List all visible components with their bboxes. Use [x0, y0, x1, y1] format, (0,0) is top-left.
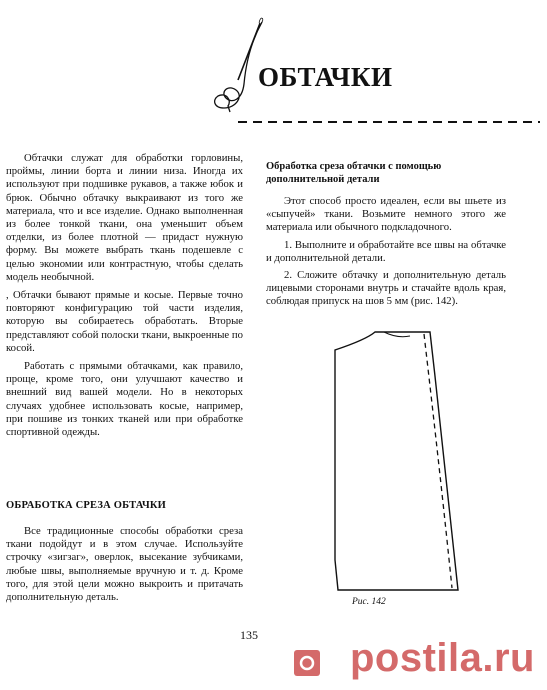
paragraph: Этот способ просто идеален, если вы шьете из «сыпучей» ткани. Возьмите немного этого же материала или обычного подкладочного.	[266, 195, 506, 234]
paragraph: 1. Выполните и обработайте все швы на обтачке и дополнительной детали.	[266, 238, 506, 264]
paragraph: Работать с прямыми обтачками, как правило, проще, кроме того, они улучшают качество и внешний вид вашей модели. Но в некоторых случаях удобнее использовать косые, например, при пошиве из тонких тканей или при обработке спортивной одежды.	[6, 360, 243, 439]
paragraph: 2. Сложите обтачку и дополнительную деталь лицевыми сторонами внутрь и стачайте вдоль края, соблюдая припуск на шов 5 мм (рис. 142).	[266, 269, 506, 308]
page-title: ОБТАЧКИ	[258, 62, 393, 92]
section-heading: ОБРАБОТКА СРЕЗА ОБТАЧКИ	[6, 500, 167, 511]
watermark-logo-icon	[294, 650, 320, 676]
needle-and-thread-icon	[215, 18, 264, 112]
left-column-text	[6, 152, 243, 444]
paragraph: , Обтачки бывают прямые и косые. Первые точно повторяют конфигурацию той части изделия, которую вы собираетесь обработать. Вторые представляют собой полоски ткани, выкроенные по косой.	[6, 289, 243, 354]
right-column-heading: Обработка среза обтачки с помощью дополнительной детали	[266, 161, 442, 185]
watermark-text: postila.ru	[349, 636, 535, 680]
left-column-section-text	[6, 525, 243, 604]
paragraph: Все традиционные способы обработки среза ткани подойдут и в этом случае. Используйте строчку «зигзаг», оверлок, высекание зубчиками, любые швы, выполняемые вручную и т. д. Кроме того, для этой цели можно выкроить и притачать дополнительную деталь.	[6, 525, 243, 604]
paragraph: Обтачки служат для обработки горловины, проймы, линии борта и линии низа. Иногда их используют при подшивке рукавов, а также юбок и брюк. Обычно обтачку выкраивают из того же материала, что и все изделие. Однако выполненная из более тонкой ткани, она уменьшит объем отделки, из более плотной — придаст нужную форму. Вы можете выбрать ткань подешевле с целью экономии или контрастную, чтобы сделать модель необычной.	[6, 152, 243, 283]
right-column-text	[266, 195, 506, 313]
page-number: 135	[240, 628, 258, 642]
figure-caption: Рис. 142	[352, 597, 386, 607]
pattern-piece-figure	[335, 332, 458, 590]
